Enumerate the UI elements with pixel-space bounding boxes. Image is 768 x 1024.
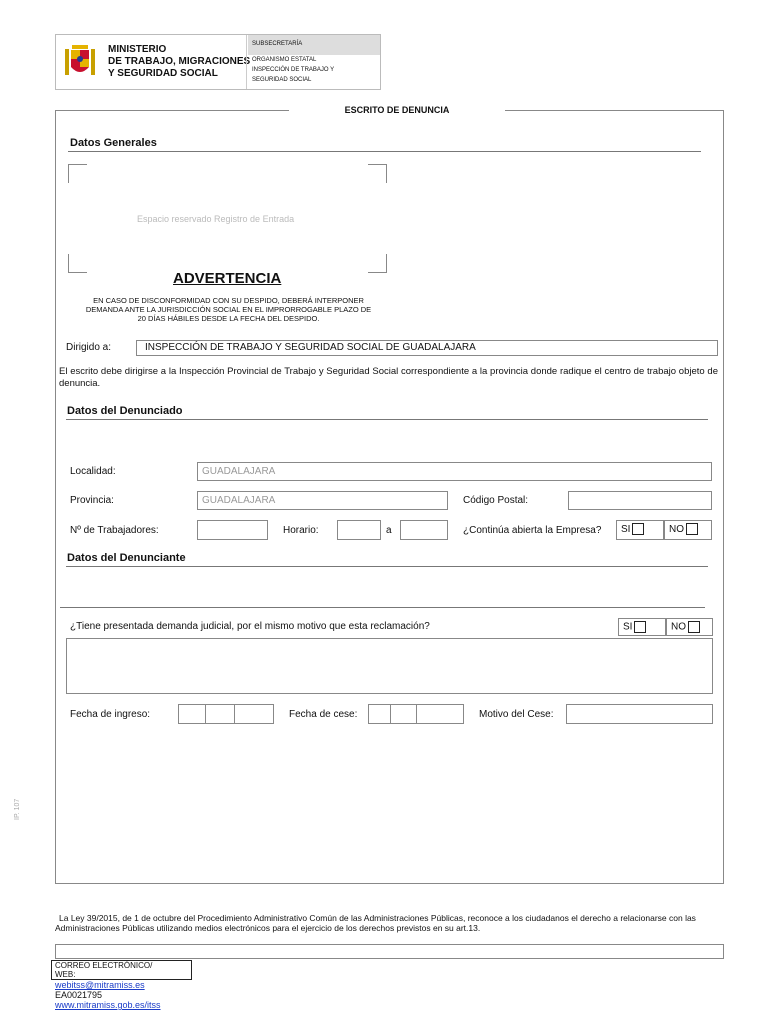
complainant-lower-rule bbox=[60, 607, 705, 608]
document-code: EA0021795 bbox=[55, 990, 103, 1000]
postal-code-label: Código Postal: bbox=[463, 495, 529, 506]
instruction-text: El escrito debe dirigirse a la Inspección Provincial de Trabajo y Seguridad Social correspondiente a la provincia donde radique el centro de trabajo objeto de denuncia. bbox=[59, 366, 718, 389]
header-logo-block bbox=[55, 34, 381, 90]
complainant-section-title: Datos del Denunciante bbox=[67, 552, 186, 564]
entry-date-day[interactable] bbox=[178, 704, 206, 724]
end-reason-input[interactable] bbox=[566, 704, 713, 724]
lawsuit-question: ¿Tiene presentada demanda judicial, por el mismo motivo que esta reclamación? bbox=[70, 621, 430, 632]
province-label: Provincia: bbox=[70, 495, 114, 506]
locality-label: Localidad: bbox=[70, 466, 116, 477]
end-date-year[interactable] bbox=[416, 704, 464, 724]
general-section-rule bbox=[68, 151, 701, 152]
header-divider bbox=[246, 35, 247, 89]
locality-input[interactable]: GUADALAJARA bbox=[197, 462, 712, 481]
form-title: ESCRITO DE DENUNCIA bbox=[289, 103, 505, 117]
schedule-to-input[interactable] bbox=[400, 520, 448, 540]
warning-text: EN CASO DE DISCONFORMIDAD CON SU DESPIDO, DEBERÁ INTERPONER DEMANDA ANTE LA JURISDICCIÓN SOCIAL EN EL IMPRORROGABLE PLAZO DE 20 DÍAS HÁBILES DESDE LA FECHA DEL DESPIDO. bbox=[85, 296, 372, 323]
coat-of-arms-icon bbox=[60, 41, 100, 81]
lawsuit-yes[interactable]: SI bbox=[618, 618, 666, 636]
general-section-title: Datos Generales bbox=[70, 137, 157, 149]
checkbox-icon[interactable] bbox=[686, 523, 698, 535]
contact-email-link[interactable]: webitss@mitramiss.es bbox=[55, 980, 145, 990]
ministry-name: MINISTERIO DE TRABAJO, MIGRACIONES Y SEGURIDAD SOCIAL bbox=[108, 44, 251, 79]
workers-input[interactable] bbox=[197, 520, 268, 540]
directed-label: Dirigido a: bbox=[66, 342, 112, 353]
schedule-from-input[interactable] bbox=[337, 520, 381, 540]
end-reason-label: Motivo del Cese: bbox=[479, 709, 554, 720]
reserved-corner-tr bbox=[368, 164, 387, 183]
checkbox-icon[interactable] bbox=[632, 523, 644, 535]
checkbox-icon[interactable] bbox=[634, 621, 646, 633]
footer-bar bbox=[55, 944, 724, 959]
end-date-month[interactable] bbox=[390, 704, 417, 724]
warning-title: ADVERTENCIA bbox=[173, 270, 282, 287]
end-date-label: Fecha de cese: bbox=[289, 709, 358, 720]
entry-date-year[interactable] bbox=[234, 704, 274, 724]
subsecretaria-label: SUBSECRETARÍA bbox=[252, 41, 303, 47]
checkbox-icon[interactable] bbox=[688, 621, 700, 633]
accused-section-rule bbox=[66, 419, 708, 420]
complainant-section-rule bbox=[66, 566, 708, 567]
contact-label-box: CORREO ELECTRÓNICO/ WEB: bbox=[51, 960, 192, 980]
law-notice: La Ley 39/2015, de 1 de octubre del Procedimiento Administrativo Común de las Administraciones Públicas, reconoce a los ciudadanos el derecho a relacionarse con las Administraciones Públicas utilizando medios electrónicos para el ejercicio de los derechos previstos en su art.13. bbox=[55, 913, 696, 933]
reserved-space-text: Espacio reservado Registro de Entrada bbox=[137, 214, 295, 224]
reserved-corner-bl bbox=[68, 254, 87, 273]
side-form-code: IP. 107 bbox=[14, 798, 21, 820]
company-open-no[interactable]: NO bbox=[664, 520, 712, 540]
end-date-day[interactable] bbox=[368, 704, 391, 724]
directed-input[interactable]: INSPECCIÓN DE TRABAJO Y SEGURIDAD SOCIAL DE GUADALAJARA bbox=[136, 340, 718, 356]
agency-name: ORGANISMO ESTATAL INSPECCIÓN DE TRABAJO Y SEGURIDAD SOCIAL bbox=[252, 57, 335, 83]
accused-section-title: Datos del Denunciado bbox=[67, 405, 183, 417]
reserved-corner-tl bbox=[68, 164, 87, 183]
entry-date-month[interactable] bbox=[205, 704, 235, 724]
company-open-yes[interactable]: SI bbox=[616, 520, 664, 540]
company-open-label: ¿Continúa abierta la Empresa? bbox=[463, 525, 602, 536]
lawsuit-no[interactable]: NO bbox=[666, 618, 713, 636]
workers-label: Nº de Trabajadores: bbox=[70, 525, 159, 536]
postal-code-input[interactable] bbox=[568, 491, 712, 510]
schedule-label: Horario: bbox=[283, 525, 319, 536]
reserved-corner-br bbox=[368, 254, 387, 273]
entry-date-label: Fecha de ingreso: bbox=[70, 709, 151, 720]
website-link[interactable]: www.mitramiss.gob.es/itss bbox=[55, 1000, 161, 1010]
lawsuit-details-textarea[interactable] bbox=[66, 638, 713, 694]
province-input[interactable]: GUADALAJARA bbox=[197, 491, 448, 510]
schedule-to-label: a bbox=[386, 525, 392, 536]
